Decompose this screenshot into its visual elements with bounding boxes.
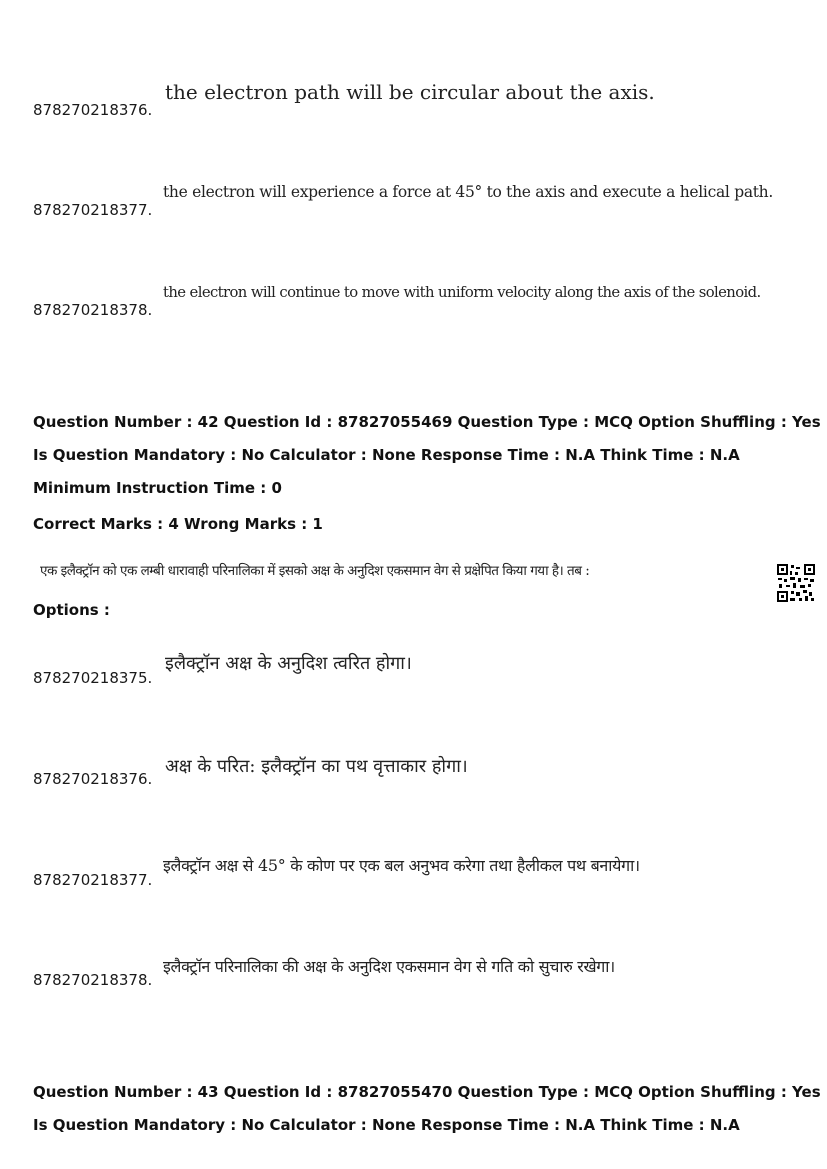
option-text: इलैक्ट्रॉन परिनालिका की अक्ष के अनुदिश एकसमान वेग से गति को सुचारु रखेगा। <box>163 957 615 976</box>
question-meta-line3: Minimum Instruction Time : 0 <box>33 479 282 497</box>
question-text: एक इलैक्ट्रॉन को एक लम्बी धारावाही परिनालिका में इसको अक्ष के अनुदिश एकसमान वेग से प्रक्षेपित किया गया है। तब : <box>40 563 590 579</box>
option-text: इलैक्ट्रॉन अक्ष से 45° के कोण पर एक बल अनुभव करेगा तथा हैलीकल पथ बनायेगा। <box>163 856 640 875</box>
question-meta-line2: Is Question Mandatory : No Calculator : None Response Time : N.A Think Time : N.A <box>33 446 740 464</box>
qr-code-icon <box>776 563 816 603</box>
option-id: 878270218377. <box>33 201 153 219</box>
option-text: the electron will experience a force at 45° to the axis and execute a helical path. <box>163 183 773 201</box>
question-meta-line1: Question Number : 42 Question Id : 87827055469 Question Type : MCQ Option Shuffling : Yes <box>33 413 821 431</box>
option-text: इलैक्ट्रॉन अक्ष के अनुदिश त्वरित होगा। <box>165 653 412 674</box>
option-id: 878270218377. <box>33 871 153 889</box>
option-id: 878270218376. <box>33 770 153 788</box>
option-id: 878270218375. <box>33 669 153 687</box>
option-id: 878270218378. <box>33 301 153 319</box>
option-id: 878270218376. <box>33 101 153 119</box>
options-label: Options : <box>33 601 110 619</box>
option-text: अक्ष के परित: इलैक्ट्रॉन का पथ वृत्ताकार होगा। <box>165 756 468 777</box>
option-text: the electron path will be circular about the axis. <box>165 80 655 104</box>
question-meta-line1: Question Number : 43 Question Id : 87827055470 Question Type : MCQ Option Shuffling : Yes <box>33 1083 821 1101</box>
question-meta-line2: Is Question Mandatory : No Calculator : None Response Time : N.A Think Time : N.A <box>33 1116 740 1134</box>
option-text: the electron will continue to move with uniform velocity along the axis of the solenoid. <box>163 284 761 301</box>
question-marks: Correct Marks : 4 Wrong Marks : 1 <box>33 515 323 533</box>
option-id: 878270218378. <box>33 971 153 989</box>
